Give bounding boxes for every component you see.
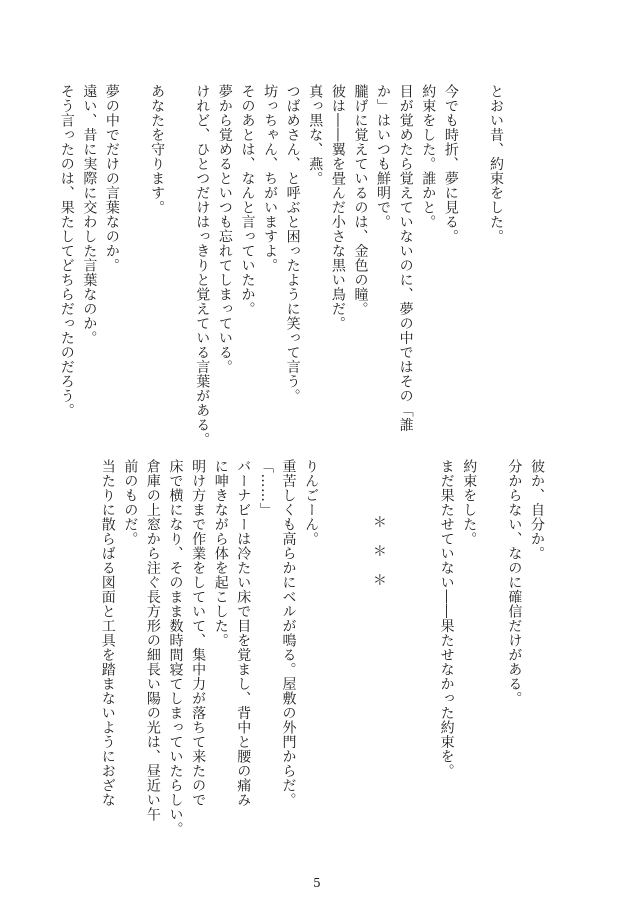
text-line: 夢から覚めるといつも忘れてしまっている。 xyxy=(216,84,233,374)
blank-line xyxy=(480,459,503,839)
text-line: そう言ったのは、果たしてどちらだったのだろう。 xyxy=(58,84,75,418)
blank-line xyxy=(412,459,435,839)
text-line: つばめさん、と呼ぶと困ったように笑って言う。 xyxy=(284,84,301,403)
text-line: 倉庫の上窓から注ぐ長方形の細長い陽の光は、昼近い午 xyxy=(144,459,161,822)
top-text-block xyxy=(55,84,507,447)
text-line: まだ果たせていない――果たせなかった約束を。 xyxy=(438,459,455,778)
blank-line xyxy=(390,459,413,839)
text-line: 当たりに散らばる図面と工具を踏まないようにおざな xyxy=(99,459,116,807)
text-line: 前のものだ。 xyxy=(122,459,139,546)
page-number: 5 xyxy=(313,876,321,890)
text-line: 坊っちゃん、ちがいますよ。 xyxy=(262,84,279,273)
text-line: 目が覚めたら覚えていないのに、夢の中ではその「誰 xyxy=(397,84,414,432)
text-line: 夢の中でだけの言葉なのか。 xyxy=(103,84,120,273)
blank-line xyxy=(345,459,368,839)
text-line: に呻きながら体を起こした。 xyxy=(212,459,229,648)
text-line: バーナビーは冷たい床で目を覚まし、背中と腰の痛み xyxy=(235,459,252,807)
text-line: か」はいつも鮮明で。 xyxy=(375,84,392,229)
text-line: そのあとは、なんと言っていたか。 xyxy=(239,84,256,316)
text-line: 床で横になり、そのまま数時間寝てしまっていたらしい。 xyxy=(167,459,184,836)
text-line: 彼か、自分か。 xyxy=(529,459,545,561)
text-line: 重苦しくも高らかにベルが鳴る。屋敷の外門からだ。 xyxy=(280,459,297,807)
text-line: とおい昔、約束をした。 xyxy=(488,84,504,244)
blank-line xyxy=(462,84,485,444)
text-line: 約束をした。 xyxy=(461,459,478,546)
text-line: けれど、ひとつだけはっきりと覚えている言葉がある。 xyxy=(194,84,211,447)
text-line: 朧げに覚えているのは、金色の瞳。 xyxy=(352,84,369,316)
text-line: 分からない、なのに確信だけがある。 xyxy=(506,459,523,706)
text-line: 明け方まで作業をしていて、集中力が落ちて来たので xyxy=(190,459,207,807)
blank-line xyxy=(322,459,345,839)
text-line: りんごーん。 xyxy=(303,459,320,546)
text-line: あなたを守ります。 xyxy=(149,84,166,215)
bottom-text-block xyxy=(96,459,548,839)
section-break: ＊ ＊ ＊ xyxy=(370,515,387,588)
text-line: 彼は――翼を畳んだ小さな黒い鳥だ。 xyxy=(329,84,346,331)
text-line: 真っ黒な、燕。 xyxy=(307,84,324,186)
blank-line xyxy=(168,84,191,444)
text-line: 「……」 xyxy=(257,459,274,517)
text-line: 今でも時折、夢に見る。 xyxy=(442,84,459,244)
text-line: 約束をした。誰かと。 xyxy=(420,84,437,229)
blank-line xyxy=(123,84,146,444)
text-line: 遠い、昔に実際に交わした言葉なのか。 xyxy=(81,84,98,345)
